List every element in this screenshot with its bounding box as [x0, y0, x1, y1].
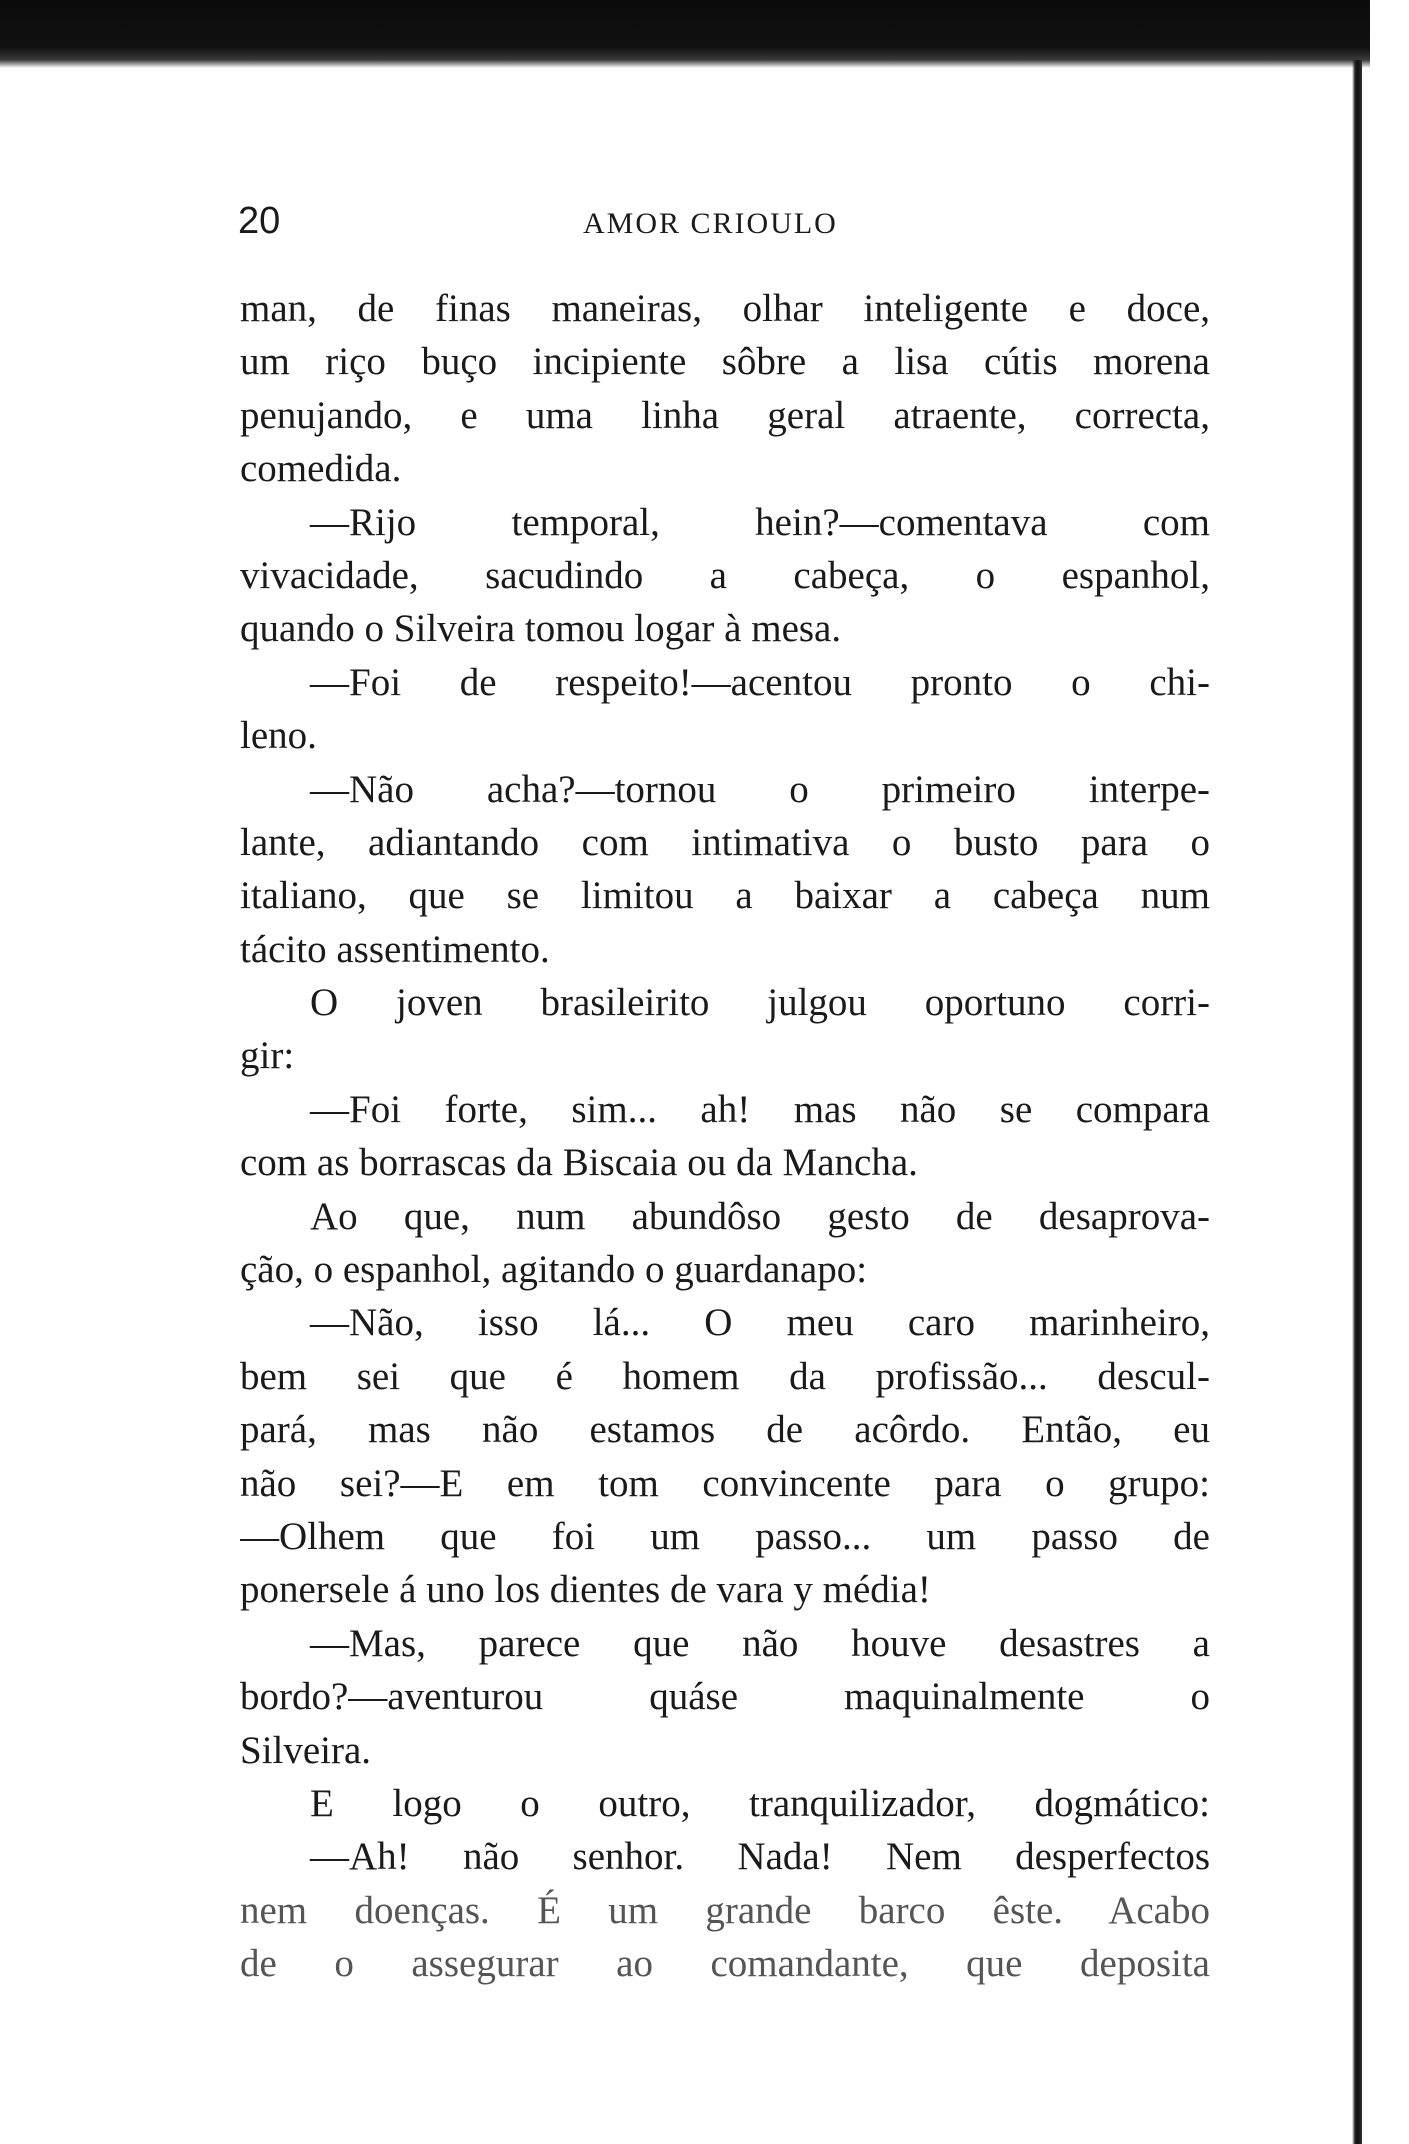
text-line: —Rijo temporal, hein?—comentava com	[310, 500, 1210, 544]
scan-top-edge	[0, 0, 1370, 68]
text-line: quando o Silveira tomou logar à mesa.	[240, 607, 842, 651]
page-number: 20	[238, 200, 281, 242]
text-line: O joven brasileirito julgou oportuno corri-	[310, 981, 1210, 1025]
text-line: —Olhem que foi um passo... um passo de	[240, 1514, 1210, 1558]
page-header	[238, 196, 1218, 256]
text-line: —Não, isso lá... O meu caro marinheiro,	[310, 1301, 1210, 1345]
text-line: bem sei que é homem da profissão... descul-	[240, 1354, 1210, 1398]
text-line: —Foi forte, sim... ah! mas não se compara	[310, 1087, 1210, 1131]
text-line: um riço buço incipiente sôbre a lisa cútis morena	[240, 340, 1210, 384]
scan-right-edge	[1352, 60, 1362, 2144]
text-line: vivacidade, sacudindo a cabeça, o espanhol,	[240, 553, 1210, 597]
text-line: Ao que, num abundôso gesto de desaprova-	[310, 1194, 1210, 1238]
text-line: pará, mas não estamos de acôrdo. Então, eu	[240, 1408, 1210, 1452]
text-line: Silveira.	[240, 1728, 372, 1772]
text-line: —Não acha?—tornou o primeiro interpe-	[310, 767, 1210, 811]
text-line: tácito assentimento.	[240, 927, 550, 971]
text-line: —Mas, parece que não houve desastres a	[310, 1621, 1210, 1665]
text-line: italiano, que se limitou a baixar a cabeça num	[240, 874, 1210, 918]
body-text	[240, 282, 1210, 1991]
text-line: —Foi de respeito!—acentou pronto o chi-	[310, 660, 1210, 704]
text-line: com as borrascas da Biscaia ou da Mancha.	[240, 1141, 918, 1185]
running-title: AMOR CRIOULO	[583, 207, 838, 240]
text-line: de o assegurar ao comandante, que deposita	[240, 1942, 1210, 1986]
text-line: não sei?—E em tom convincente para o grupo:	[240, 1461, 1210, 1505]
text-line: lante, adiantando com intimativa o busto para o	[240, 820, 1210, 864]
text-line: bordo?—aventurou quáse maquinalmente o	[240, 1675, 1210, 1719]
text-line: ção, o espanhol, agitando o guardanapo:	[240, 1248, 868, 1292]
text-line: leno.	[240, 714, 317, 758]
text-line: man, de finas maneiras, olhar inteligente e doce,	[240, 287, 1210, 330]
text-line: nem doenças. É um grande barco êste. Acabo	[240, 1888, 1210, 1932]
text-line: penujando, e uma linha geral atraente, correcta,	[240, 393, 1210, 437]
text-line: ponersele á uno los dientes de vara y média!	[240, 1568, 931, 1612]
text-line: gir:	[240, 1034, 295, 1078]
text-line: comedida.	[240, 447, 402, 491]
text-line: —Ah! não senhor. Nada! Nem desperfectos	[310, 1835, 1210, 1879]
text-line: E logo o outro, tranquilizador, dogmático:	[310, 1781, 1210, 1825]
